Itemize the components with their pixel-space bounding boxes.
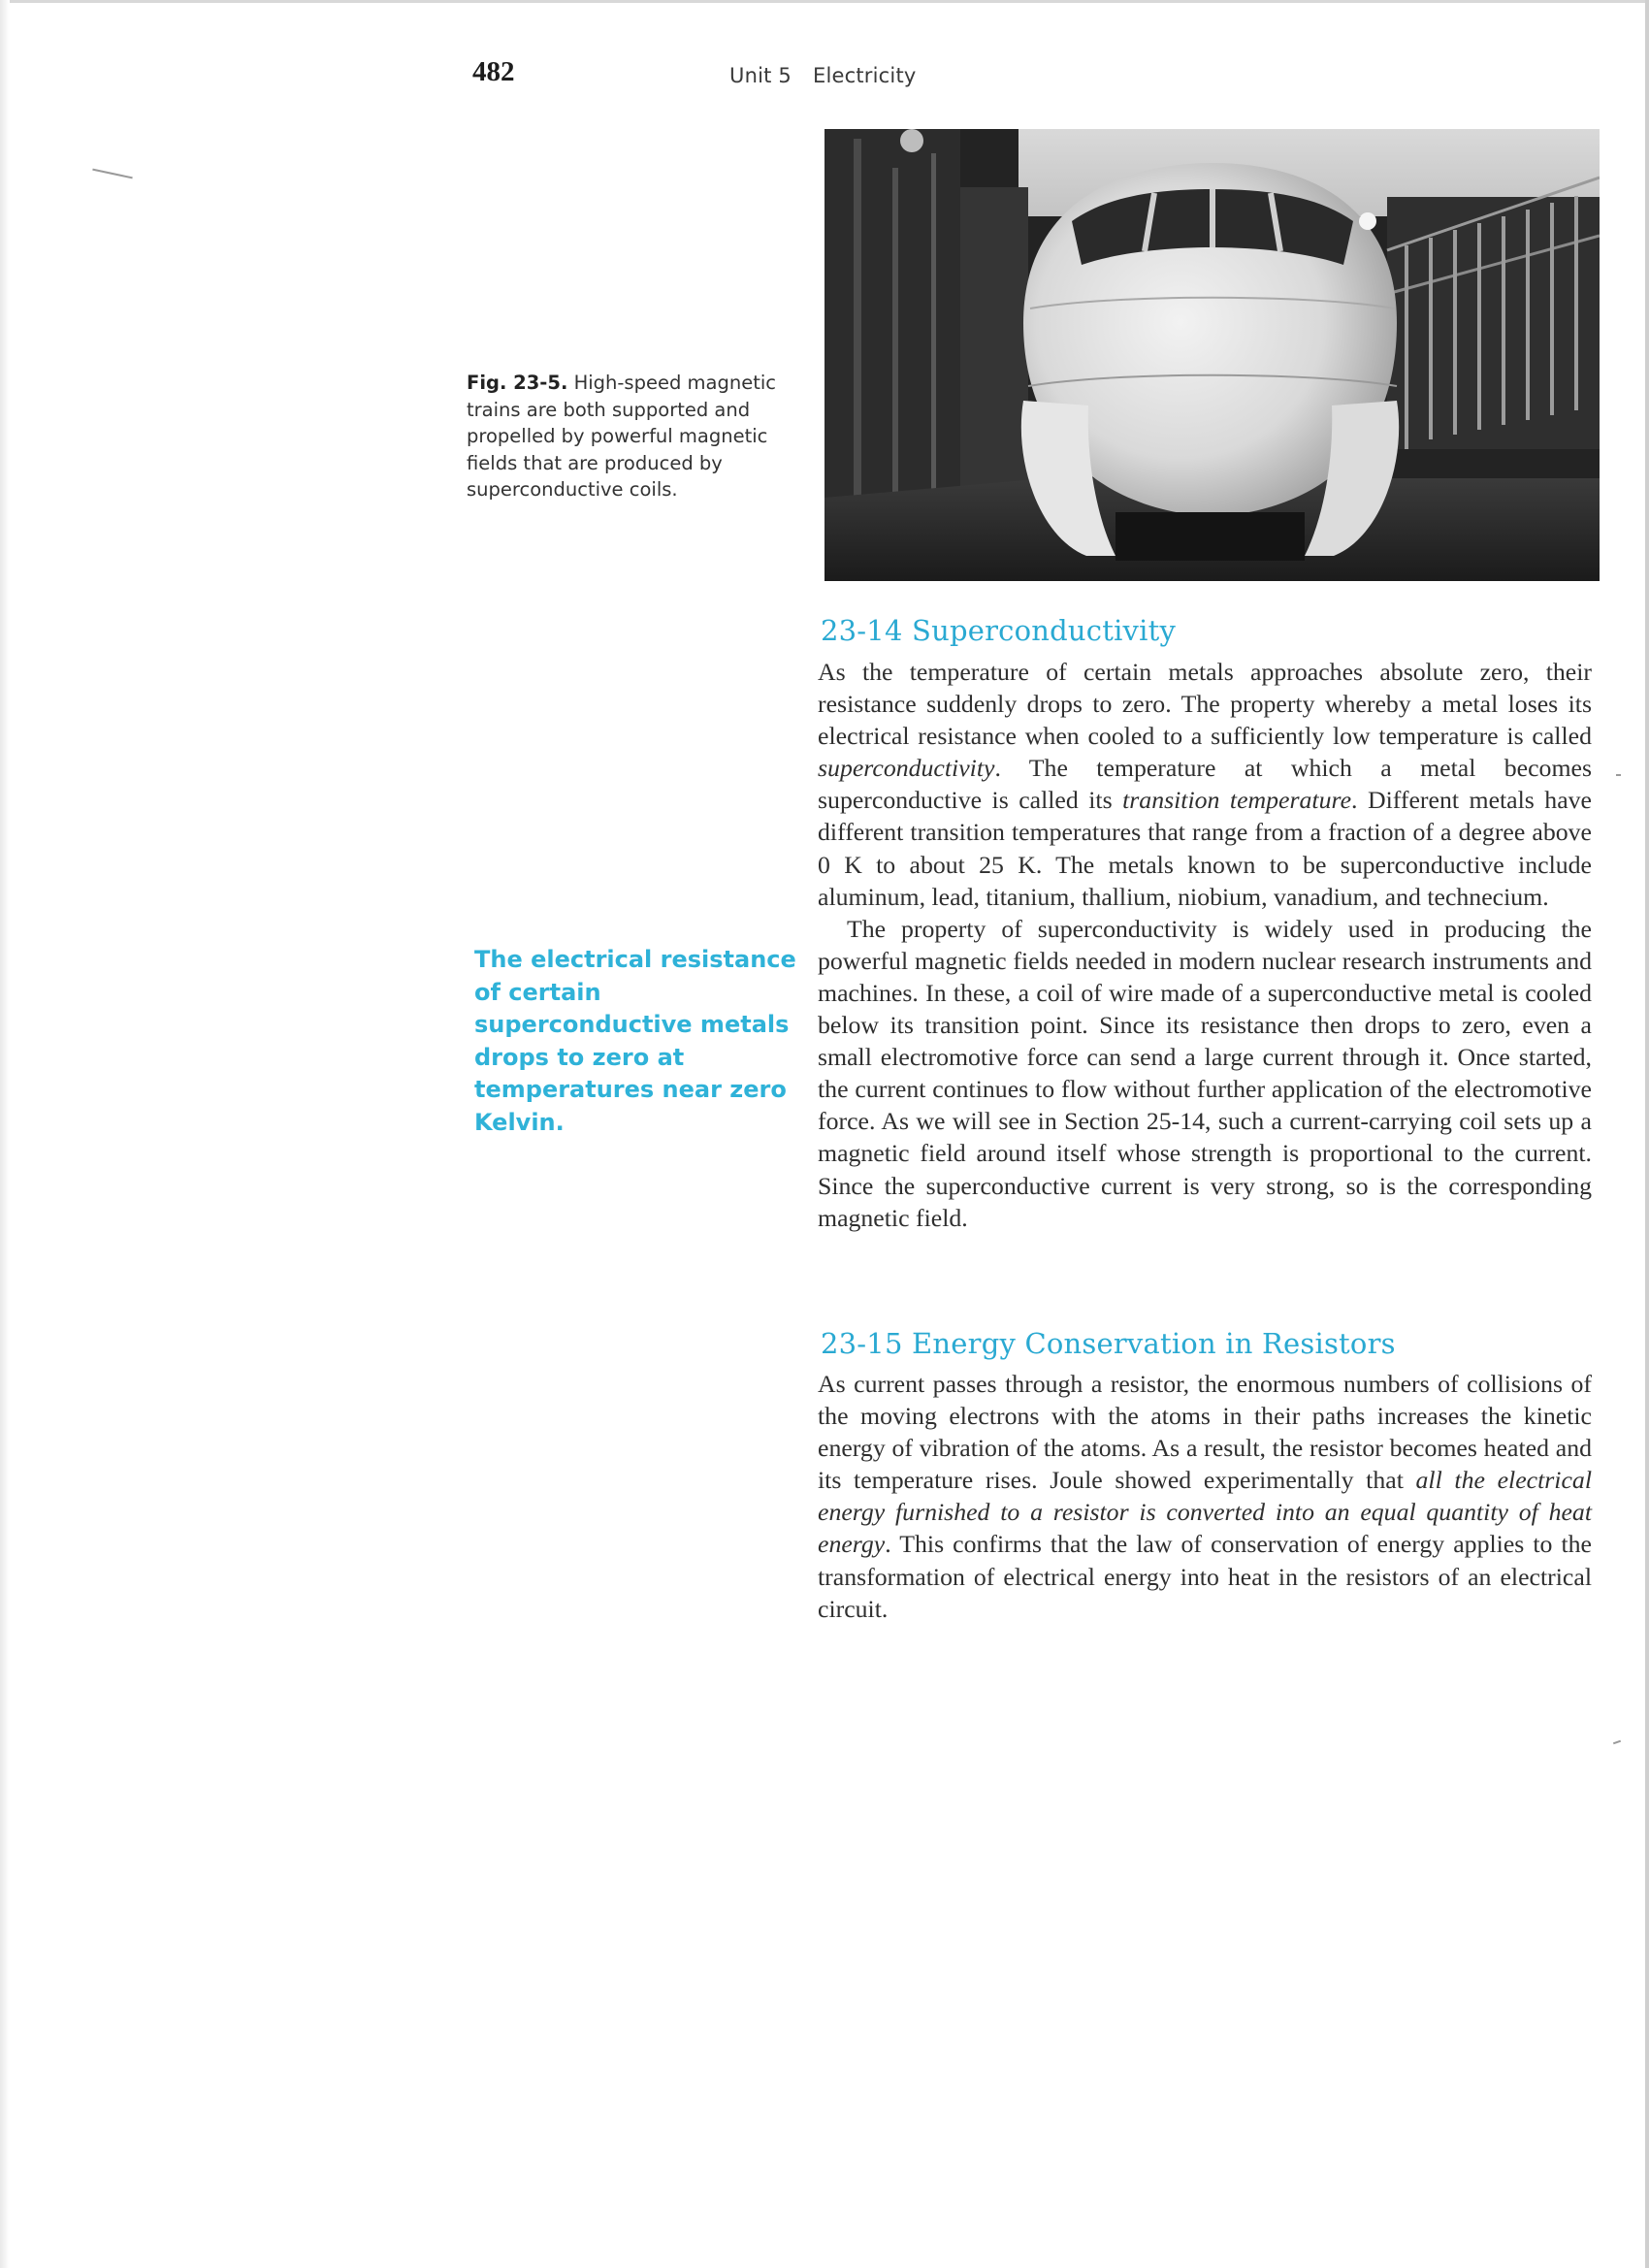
- paragraph: [818, 1368, 1592, 1625]
- scan-edge-top: [0, 0, 1649, 3]
- section-heading-superconductivity: 23-14 Superconductivity: [821, 614, 1177, 647]
- figure-caption: [467, 370, 796, 503]
- emphasized-statement: all the electrical energy furnished to a resistor is converted into an equal quantity of heat energy: [818, 1466, 1592, 1559]
- scan-edge-right: [1645, 0, 1649, 2268]
- scan-mark: [1616, 774, 1621, 776]
- figure-caption-text: High-speed magnetic trains are both supported and propelled by powerful magnetic fields that are produced by superconductive coils.: [467, 372, 777, 501]
- text-run: As current passes through a resistor, the enormous numbers of collisions of the moving electrons with the atoms in their paths increases the kinetic energy of vibration of the atoms. As a result, the resistor becomes heated and its temperature rises. Joule showed experimentally that: [818, 1370, 1592, 1495]
- section-body-superconductivity: [818, 656, 1592, 1234]
- scan-edge-left: [0, 0, 10, 2268]
- page-number: 482: [472, 56, 515, 87]
- term-superconductivity: superconductivity: [818, 754, 995, 783]
- figure-photo-maglev-train: [824, 129, 1600, 581]
- maglev-train-illustration: [824, 129, 1600, 581]
- text-run: As the temperature of certain metals approaches absolute zero, their resistance suddenly drops to zero. The property whereby a metal loses its electrical resistance when cooled to a sufficiently low temperature is called: [818, 658, 1592, 751]
- section-heading-energy-conservation: 23-15 Energy Conservation in Resistors: [821, 1327, 1396, 1360]
- running-head: [729, 64, 917, 87]
- text-run: . The temperature at which a metal becomes superconductive is called its: [818, 754, 1592, 815]
- scan-mark: [1613, 1740, 1621, 1745]
- section-body-energy-conservation: [818, 1368, 1592, 1625]
- scan-mark: [92, 169, 132, 179]
- margin-note: The electrical resistance of certain superconductive metals drops to zero at temperatures near zero Kelvin.: [474, 946, 796, 1136]
- term-transition-temperature: transition temperature: [1122, 786, 1352, 815]
- running-head-unit: Unit 5: [729, 64, 792, 87]
- figure-caption-label: Fig. 23-5.: [467, 372, 568, 394]
- running-head-title: Electricity: [813, 64, 917, 87]
- text-run: . This confirms that the law of conservation of energy applies to the transformation of electrical energy into heat in the resistors of an electrical circuit.: [818, 1530, 1592, 1623]
- paragraph: The property of superconductivity is widely used in producing the powerful magnetic fields needed in modern nuclear research instruments and machines. In these, a coil of wire made of a superconductive metal is cooled below its transition point. Since its resistance then drops to zero, even a small electromotive force can send a large current through it. Once started, the current continues to flow without further application of the electromotive force. As we will see in Section 25-14, such a current-carrying coil sets up a magnetic field around itself whose strength is proportional to the current. Since the superconductive current is very strong, so is the corresponding magnetic field.: [818, 914, 1592, 1232]
- text-run: . Different metals have different transition temperatures that range from a fraction of a degree above 0 K to about 25 K. The metals known to be superconductive include aluminum, lead, titanium, thallium, niobium, vanadium, and technecium.: [818, 786, 1593, 911]
- paragraph: [818, 656, 1592, 913]
